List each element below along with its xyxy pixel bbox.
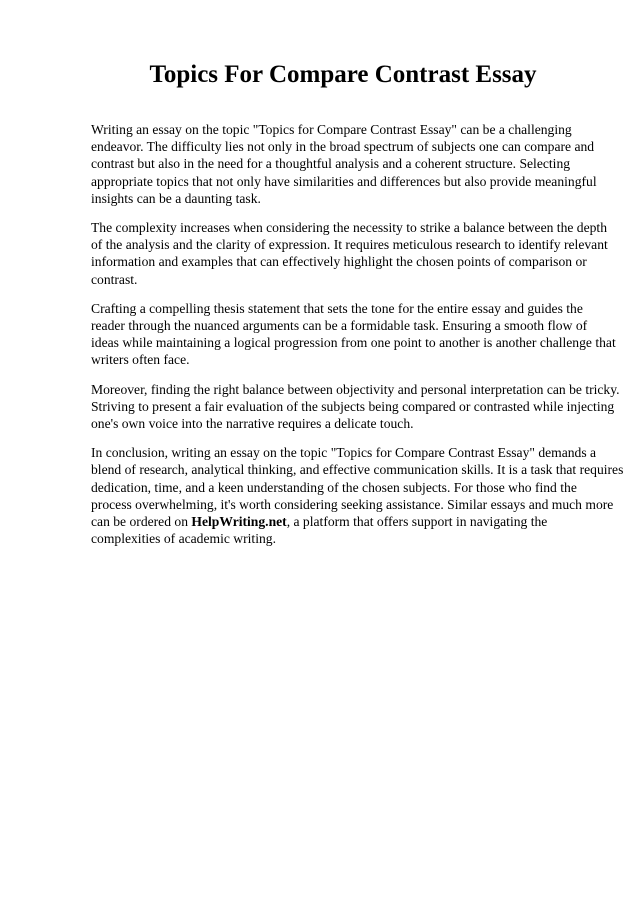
text-line: In conclusion, writing an essay on the topic "Topics for Compare Contrast Essay" demands a [91, 445, 597, 461]
paragraph-3 [91, 300, 616, 369]
text-line: of the analysis and the clarity of expression. It requires meticulous research to identify relevant [91, 237, 608, 253]
page-title: Topics For Compare Contrast Essay [149, 61, 537, 88]
text-line: information and examples that can effectively highlight the chosen points of comparison or [91, 254, 587, 270]
text-fragment: , a platform that offers support in navigating the [286, 514, 548, 530]
text-line: one's own voice into the narrative requires a delicate touch. [91, 416, 414, 432]
text-line: Striving to present a fair evaluation of the subjects being compared or contrasted while injecting [91, 398, 615, 414]
text-line: endeavor. The difficulty lies not only in the broad spectrum of subjects one can compare and [91, 139, 595, 155]
text-line-with-link [91, 513, 601, 530]
paragraph-2 [91, 219, 608, 288]
text-line: ideas while maintaining a logical progression from one point to another is another challenge that [91, 335, 616, 351]
text-line: blend of research, analytical thinking, and effective communication skills. It is a task that requires [91, 462, 624, 478]
paragraph-1 [91, 121, 601, 207]
text-line: appropriate topics that not only have similarities and differences but also provide meaningful [91, 173, 597, 189]
text-line: contrast but also in the need for a thoughtful analysis and a coherent structure. Selecting [91, 156, 571, 172]
text-line: process overwhelming, it's worth considering seeking assistance. Similar essays and much more [91, 496, 614, 512]
text-line: reader through the nuanced arguments can be a formidable task. Ensuring a smooth flow of [91, 318, 588, 334]
text-line: writers often face. [91, 352, 190, 368]
text-line: Moreover, finding the right balance between objectivity and personal interpretation can be tricky. [91, 381, 620, 397]
text-line: complexities of academic writing. [91, 531, 276, 547]
helpwriting-link[interactable]: HelpWriting.net [191, 514, 287, 530]
text-line: Writing an essay on the topic "Topics for Compare Contrast Essay" can be a challenging [91, 122, 572, 137]
paragraph-4 [91, 381, 620, 433]
paragraph-5 [91, 444, 624, 547]
text-fragment: can be ordered on [91, 514, 192, 530]
text-line: Crafting a compelling thesis statement that sets the tone for the entire essay and guides the [91, 300, 583, 316]
text-line: The complexity increases when considering the necessity to strike a balance between the depth [91, 220, 607, 236]
text-line: dedication, time, and a keen understanding of the chosen subjects. For those who find the [91, 479, 577, 495]
essay-body [91, 121, 624, 559]
text-line: contrast. [91, 271, 138, 287]
text-line: insights can be a daunting task. [91, 190, 261, 206]
